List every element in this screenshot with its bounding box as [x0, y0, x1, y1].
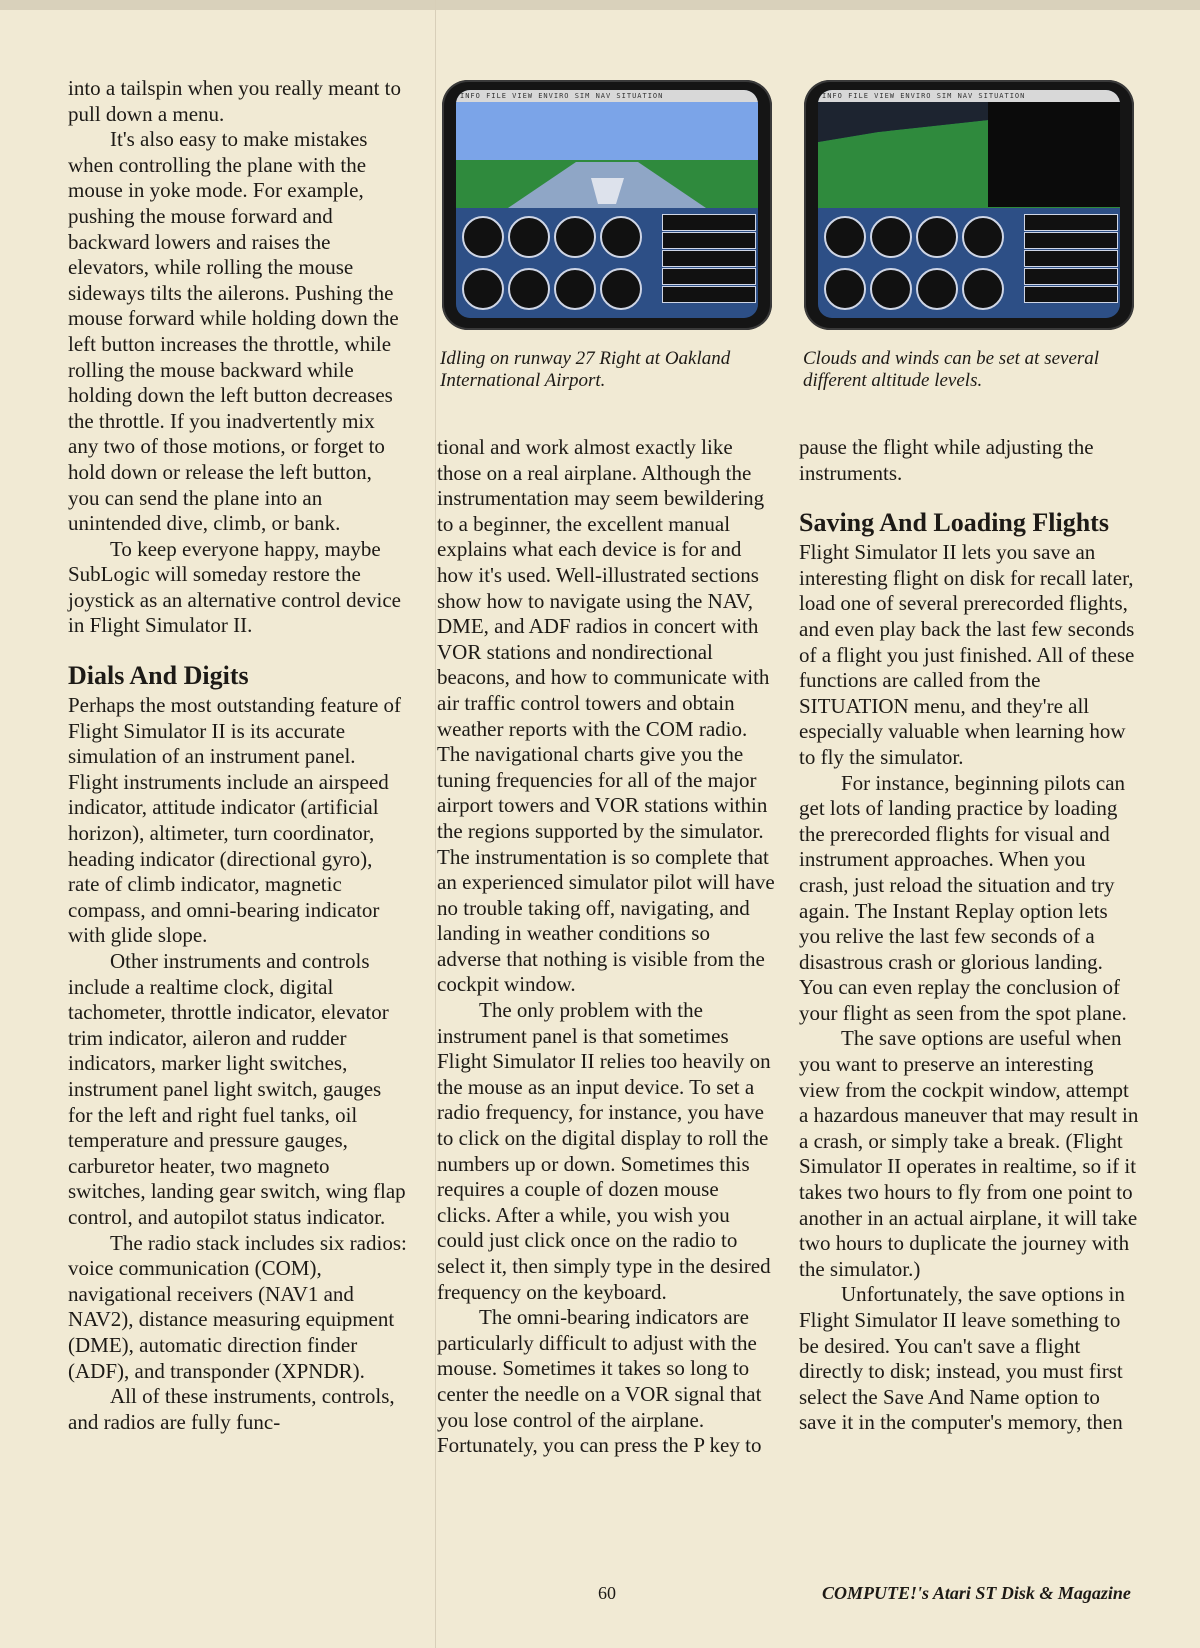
obi2-gauge — [962, 268, 1004, 310]
turn-gauge — [824, 268, 866, 310]
climb-gauge — [916, 268, 958, 310]
radio-row — [1024, 214, 1118, 231]
paragraph: into a tailspin when you really meant to pull down a menu. — [68, 76, 402, 126]
radio-row — [662, 268, 756, 285]
paragraph: The radio stack includes six radios: voice communication (COM), navigational receivers (NAV1 and NAV2), distance measuring equipment (DME), automatic direction finder (ADF), and transponder (XPNDR). — [68, 1230, 407, 1383]
section-heading: Dials And Digits — [68, 661, 249, 691]
caption-runway: Idling on runway 27 Right at Oakland International Airport. — [440, 348, 731, 391]
screenshot-runway — [442, 80, 772, 330]
screen — [456, 90, 758, 318]
horizon-graphic — [818, 102, 988, 208]
radio-row — [1024, 268, 1118, 285]
paragraph: It's also easy to make mistakes when controlling the plane with the mouse in yoke mode. For example, pushing the mouse forward and backward lowers and raises the elevators, while rolling the mouse sideways tilts the ailerons. Pushing the mouse forward while holding down the left button increases the throttle, while rolling the mouse backward while holding down the left button decreases the throttle. If you inadvertently mix any two of those motions, or forget to hold down or release the left button, you can send the plane into an unintended dive, climb, or bank. — [68, 127, 399, 536]
attitude-gauge — [870, 216, 912, 258]
radio-row — [662, 286, 756, 303]
column-1 — [68, 76, 408, 1435]
altimeter-gauge — [916, 216, 958, 258]
paragraph: The save options are useful when you want to preserve an interesting view from the cockpit window, attempt a hazardous maneuver that may result in a crash, or simply take a break. (Flight Simulator II operates in realtime, so if it takes two hours to fly from one point to another in an actual airplane, it will take two hours to duplicate the journey with the simulator.) — [799, 1026, 1139, 1281]
clouds-dialog — [988, 102, 1120, 207]
obi2-gauge — [600, 268, 642, 310]
paragraph: All of these instruments, controls, and radios are fully func- — [68, 1384, 395, 1434]
column-gutter — [435, 0, 436, 1648]
obi-gauge — [600, 216, 642, 258]
runway-graphic — [456, 160, 758, 208]
paragraph: pause the flight while adjusting the instruments. — [799, 435, 1094, 485]
paragraph: Perhaps the most outstanding feature of Flight Simulator II is its accurate simulation of an instrument panel. Flight instruments include an airspeed indicator, attitude indicator (artificial horizon), altimeter, turn coordinator, heading indicator (directional gyro), rate of climb indicator, magnetic compass, and omni-bearing indicator with glide slope. — [68, 693, 402, 948]
top-rule — [0, 0, 1200, 10]
paragraph: tional and work almost exactly like those on a real airplane. Although the instrumentation may seem bewildering to a beginner, the excellent manual explains what each device is for and how it's used. Well-illustrated sections show how to navigate using the NAV, DME, and ADF radios in concert with VOR stations and nondirectional beacons, and how to communicate with air traffic control towers and obtain weather reports with the COM radio. The navigational charts give you the tuning frequencies for all of the major airport towers and VOR stations within the regions supported by the simulator. The instrumentation is so complete that an experienced simulator pilot will have no trouble taking off, navigating, and landing in weather conditions so adverse that nothing is visible from the cockpit window. — [437, 435, 775, 997]
sim-menu-bar: INFO FILE VIEW ENVIRO SIM NAV SITUATION — [456, 90, 758, 102]
airspeed-gauge — [462, 216, 504, 258]
paragraph: Flight Simulator II lets you save an interesting flight on disk for recall later, load one of several prerecorded flights, and even play back the last few seconds of a flight you just finished. All of these functions are called from the SITUATION menu, and they're all especially valuable when learning how to fly the simulator. — [799, 540, 1135, 769]
radio-row — [1024, 232, 1118, 249]
paragraph: Other instruments and controls include a realtime clock, digital tachometer, throttle indicator, elevator trim indicator, aileron and rudder indicators, marker light switches, instrument panel light switch, gauges for the left and right fuel tanks, oil temperature and pressure gauges, carburetor heater, two magneto switches, landing gear switch, wing flap control, and autopilot status indicator. — [68, 949, 406, 1229]
instrument-panel — [818, 208, 1120, 318]
sim-menu-bar: INFO FILE VIEW ENVIRO SIM NAV SITUATION — [818, 90, 1120, 102]
paragraph: The only problem with the instrument panel is that sometimes Flight Simulator II relies too heavily on the mouse as an input device. To set a radio frequency, for instance, you have to click on the digital display to roll the numbers up or down. Sometimes this requires a couple of dozen mouse clicks. After a while, you wish you could just click once on the radio to select it, then simply type in the desired frequency on the keyboard. — [437, 998, 771, 1304]
paragraph: The omni-bearing indicators are particularly difficult to adjust with the mouse. Sometimes it takes so long to center the needle on a VOR signal that you lose control of the airplane. Fortunately, you can press the P key to — [437, 1305, 762, 1458]
radio-row — [1024, 286, 1118, 303]
heading-gauge — [508, 268, 550, 310]
climb-gauge — [554, 268, 596, 310]
magazine-name: COMPUTE!'s Atari ST Disk & Magazine — [822, 1583, 1131, 1603]
turn-gauge — [462, 268, 504, 310]
altimeter-gauge — [554, 216, 596, 258]
airspeed-gauge — [824, 216, 866, 258]
paragraph: For instance, beginning pilots can get lots of landing practice by loading the prerecorded flights for visual and instrument approaches. When you crash, just reload the situation and try again. The Instant Replay option lets you relive the last few seconds of a disastrous crash or glorious landing. You can even replay the conclusion of your flight as seen from the spot plane. — [799, 770, 1127, 1025]
heading-gauge — [870, 268, 912, 310]
obi-gauge — [962, 216, 1004, 258]
attitude-gauge — [508, 216, 550, 258]
paragraph: Unfortunately, the save options in Flight Simulator II leave something to be desired. You can't save a flight directly to disk; instead, you must first select the Save And Name option to save it in the computer's memory, then — [799, 1282, 1125, 1435]
caption-clouds: Clouds and winds can be set at several different altitude levels. — [803, 348, 1100, 391]
instrument-panel — [456, 208, 758, 318]
screenshot-clouds — [804, 80, 1134, 330]
radio-row — [662, 214, 756, 231]
radio-row — [662, 250, 756, 267]
paragraph: To keep everyone happy, maybe SubLogic will someday restore the joystick as an alternative control device in Flight Simulator II. — [68, 536, 401, 638]
radio-row — [662, 232, 756, 249]
sky — [456, 102, 758, 160]
screen — [818, 90, 1120, 318]
radio-row — [1024, 250, 1118, 267]
column-3 — [799, 435, 1139, 1436]
section-heading: Saving And Loading Flights — [799, 508, 1109, 538]
column-2 — [437, 435, 777, 1459]
page-number: 60 — [598, 1583, 616, 1603]
